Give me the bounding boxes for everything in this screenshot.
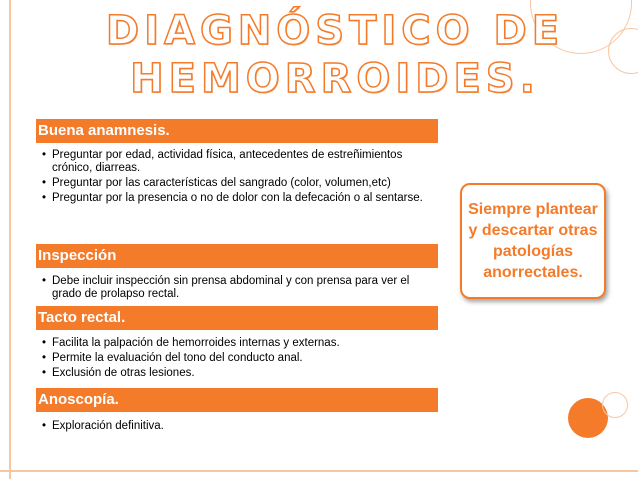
callout-text: Siempre plantear y descartar otras patologías anorrectales. [468, 201, 598, 281]
bullet-icon: • [42, 149, 47, 161]
list-item-text: Preguntar por edad, actividad física, antecedentes de estreñimientos crónico, diarreas. [52, 149, 403, 174]
bullet-icon: • [42, 177, 47, 189]
decorative-ring-small [602, 392, 628, 418]
section-heading: Tacto rectal. [36, 306, 438, 330]
list-item [42, 420, 437, 433]
list-item [42, 177, 437, 190]
list-item-text: Exclusión de otras lesiones. [52, 367, 195, 379]
bullet-icon: • [42, 352, 47, 364]
decorative-left-rule [9, 0, 11, 479]
decorative-bottom-rule [0, 470, 638, 472]
bullet-icon: • [42, 367, 47, 379]
bullet-icon: • [42, 337, 47, 349]
section-items [42, 275, 437, 303]
list-item [42, 352, 437, 365]
list-item [42, 192, 437, 205]
list-item [42, 367, 437, 380]
section-heading: Anoscopía. [36, 388, 438, 412]
bullet-icon: • [42, 420, 47, 432]
list-item [42, 275, 437, 301]
list-item [42, 149, 437, 175]
list-item-text: Facilita la palpación de hemorroides internas y externas. [52, 337, 340, 349]
section-items [42, 420, 437, 435]
list-item-text: Exploración definitiva. [52, 420, 164, 432]
slide-title-line2: HEMORROIDES. [130, 56, 540, 102]
list-item-text: Preguntar por la presencia o no de dolor con la defecación o al sentarse. [52, 192, 423, 204]
section-items [42, 337, 437, 382]
section-heading: Buena anamnesis. [36, 119, 438, 143]
bullet-icon: • [42, 192, 47, 204]
list-item-text: Permite la evaluación del tono del conducto anal. [52, 352, 303, 364]
list-item-text: Preguntar por las características del sangrado (color, volumen,etc) [52, 177, 391, 189]
callout-box [460, 183, 606, 299]
bullet-icon: • [42, 275, 47, 287]
section-items [42, 149, 437, 207]
list-item [42, 337, 437, 350]
section-heading: Inspección [36, 244, 438, 268]
list-item-text: Debe incluir inspección sin prensa abdominal y con prensa para ver el grado de prolapso rectal. [52, 275, 410, 300]
slide-title-line1: DIAGNÓSTICO DE [105, 8, 565, 54]
